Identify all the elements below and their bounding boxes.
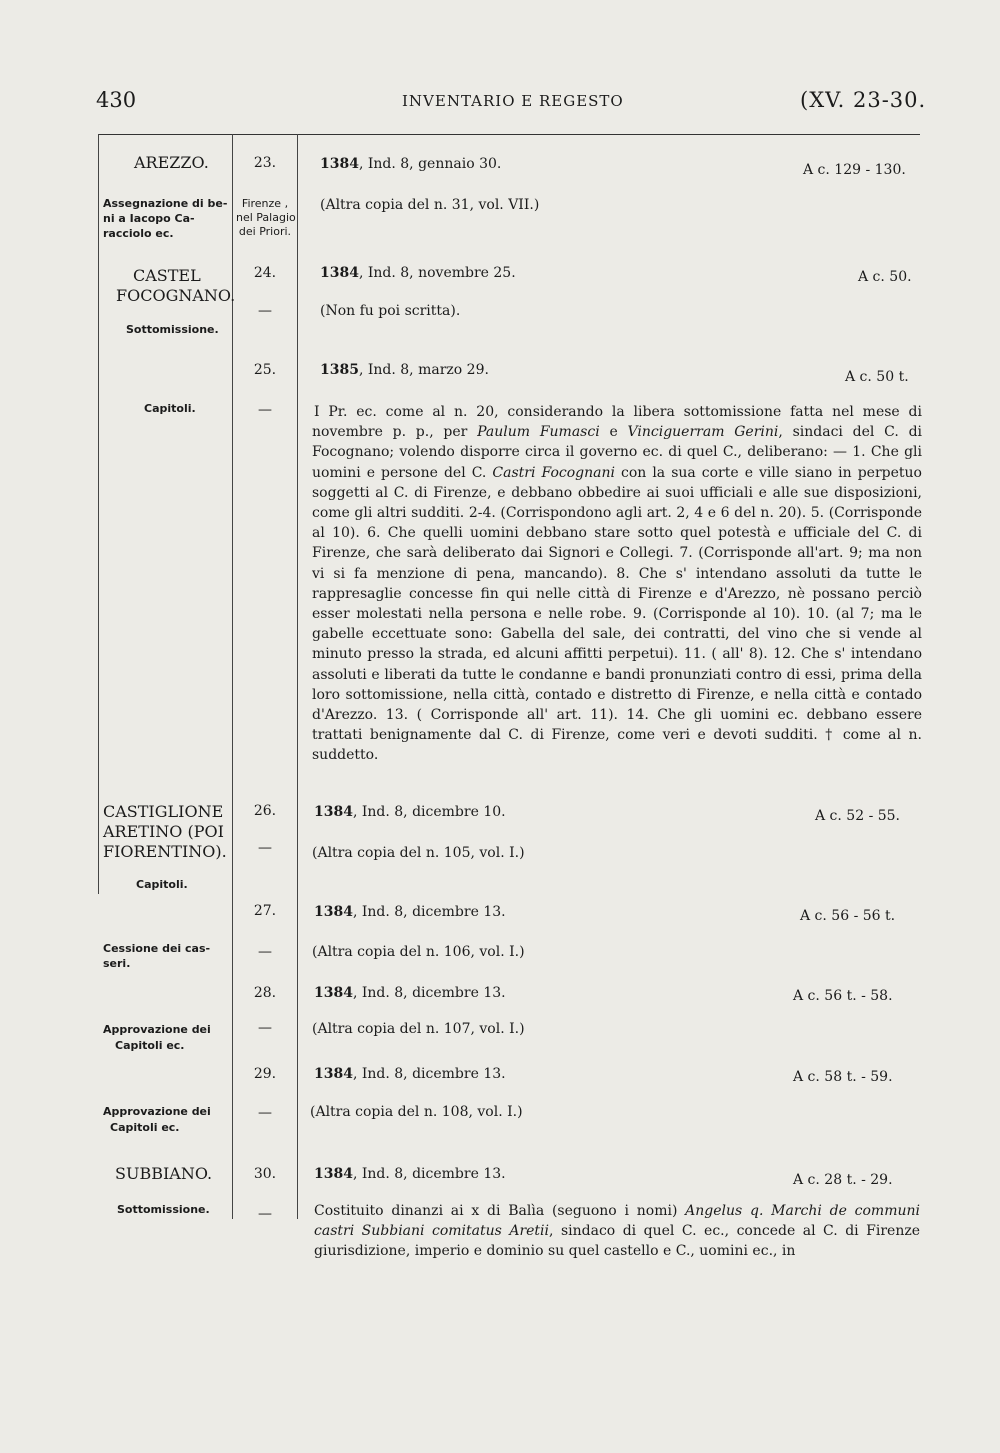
entry-note: (Altra copia del n. 105, vol. I.) [312,845,525,861]
entry-subject-line: seri. [103,957,131,970]
entry-place: SUBBIANO. [115,1164,213,1183]
entry-date [314,1066,506,1082]
entry-regest-text [314,1201,920,1262]
entry-date [314,1166,506,1182]
regest-text-run: Costituito dinanzi ai x di Balìa (seguono i nomi) [314,1203,686,1219]
entry-subject-line: ni a Iacopo Ca- [103,212,195,225]
entry-dash: — [258,303,272,319]
entry-dash: — [258,1020,272,1036]
entry-reference: A c. 50. [858,269,912,285]
entry-year: 1384 [314,804,353,820]
entry-year: 1384 [320,265,359,281]
regest-text-run: e [599,424,628,441]
entry-date-text: , Ind. 8, gennaio 30. [358,156,502,172]
entry-place: AREZZO. [134,153,209,172]
entry-dash: — [258,840,272,856]
entry-reference: A c. 56 - 56 t. [800,908,896,924]
entry-subject-line: Capitoli ec. [110,1121,180,1134]
entry-dash: — [258,944,272,960]
entry-reference: A c. 50 t. [845,369,909,385]
entry-date [314,804,506,820]
entry-date-text: , Ind. 8, dicembre 13. [352,1066,506,1082]
entry-number: 29. [253,1066,277,1082]
regest-italic-name: Castri Focognani [492,464,615,481]
entry-year: 1384 [314,985,353,1001]
column-divider-number [297,134,298,1219]
entry-subject-line: Cessione dei cas- [103,942,211,955]
entry-subject: Capitoli. [144,402,196,415]
entry-location-line: nel Palagio [236,211,296,224]
header-rule [98,134,920,135]
entry-place-line: FOCOGNANO. [116,286,236,305]
entry-date-text: , Ind. 8, novembre 25. [358,265,516,281]
column-divider-left [98,134,99,894]
entry-subject-line: Assegnazione di be- [103,197,228,210]
entry-subject: Capitoli. [136,878,188,891]
entry-note: (Altra copia del n. 107, vol. I.) [312,1021,525,1037]
entry-location-line: Firenze , [241,197,289,210]
entry-year: 1384 [314,1166,353,1182]
entry-subject-line: Approvazione dei [103,1105,211,1118]
entry-subject-line: Approvazione dei [103,1023,211,1036]
entry-date-text: , Ind. 8, marzo 29. [358,362,489,378]
entry-reference: A c. 52 - 55. [815,808,901,824]
entry-date-text: , Ind. 8, dicembre 10. [352,804,506,820]
entry-note: (Altra copia del n. 31, vol. VII.) [320,197,540,213]
entry-note: (Altra copia del n. 106, vol. I.) [312,944,525,960]
entry-place-line: CASTEL [133,266,201,285]
entry-subject: Sottomissione. [117,1203,210,1216]
entry-reference: A c. 58 t. - 59. [793,1069,893,1085]
page-header [0,88,1000,128]
entry-number: 23. [253,155,277,171]
entry-dash: — [258,402,272,418]
entry-number: 26. [253,803,277,819]
entry-dash: — [258,1206,272,1222]
entry-year: 1384 [314,1066,353,1082]
entry-subject-line: Capitoli ec. [115,1039,185,1052]
entry-number: 24. [253,265,277,281]
page-number: 430 [96,88,137,112]
entry-reference: A c. 129 - 130. [803,162,906,178]
section-range: (XV. 23-30. [800,88,927,112]
entry-place-line: FIORENTINO). [103,842,227,861]
entry-number: 25. [253,362,277,378]
entry-place-line: CASTIGLIONE [103,802,224,821]
entry-number: 30. [253,1166,277,1182]
entry-subject-line: racciolo ec. [103,227,174,240]
entry-number: 27. [253,903,277,919]
entry-date-text: , Ind. 8, dicembre 13. [352,1166,506,1182]
regest-text-run: I Pr. ec. come al n. 20, considerando la libera sottomissione fatta nel mese di novembre p. p., per [312,404,922,441]
entry-date [314,904,506,920]
entry-subject: Sottomissione. [126,323,219,336]
entry-place-line: ARETINO (POI [103,822,224,841]
running-title: INVENTARIO E REGESTO [402,92,624,110]
regest-italic-name: Paulum Fumasci [477,424,600,441]
entry-year: 1384 [320,156,359,172]
regest-text-run: , sindaco di quel C. ec., concede al C. di Firenze giurisdizione, imperio e dominio su quel castello e C., uomini ec., in [314,1223,921,1260]
entry-dash: — [258,1105,272,1121]
entry-year: 1384 [314,904,353,920]
entry-note: (Non fu poi scritta). [320,303,461,319]
regest-italic-name: Vinciguerram Gerini [627,424,779,441]
entry-date [314,985,506,1001]
entry-date-text: , Ind. 8, dicembre 13. [352,985,506,1001]
entry-number: 28. [253,985,277,1001]
entry-date [320,362,489,378]
entry-reference: A c. 28 t. - 29. [793,1172,893,1188]
entry-date [320,265,516,281]
regest-text-run: , sindaci del C. di Focognano; volendo disporre circa il governo ec. di quel C., deliberano: — 1. Che gli uomini e persone del C. [312,424,923,481]
entry-note: (Altra copia del n. 108, vol. I.) [310,1104,523,1120]
entry-location-line: dei Priori. [238,225,292,238]
entry-regest-text [312,402,922,766]
entry-year: 1385 [320,362,359,378]
entry-reference: A c. 56 t. - 58. [793,988,893,1004]
entry-date-text: , Ind. 8, dicembre 13. [352,904,506,920]
regest-text-run: con la sua corte e ville siano in perpetuo soggetti al C. di Firenze, e debbano obbedire ai suoi ufficiali e alle sue disposizioni, come gli altri sudditi. 2-4. (Corrispondono agli art. 2, 4 e 6 del n. 20). 5. (Corrisponde al 10). 6. Che quelli uomini debbano stare sotto quel potestà e ufficiale del C. di Firenze, che sarà deliberato dai Signori e Collegi. 7. (Corrisponde all'art. 9; ma non vi si fa menzione di pena, mancando). 8. Che s' intendano assoluti da tutte le rappresaglie concesse fin qui nelle città di Firenze e d'Arezzo, nè possano perciò esser molestati nella persona e nelle robe. 9. (Corrisponde al 10). 10. (al 7; ma le gabelle eccettuate sono: Gabella del sale, dei contratti, del vino che si vende al minuto presso la strada, ed alcuni affitti perpetui). 11. ( all' 8). 12. Che s' intendano assoluti e liberati da tutte le condanne e bandi pronunziati contro di essi, prima della loro sottomissione, nella città, contado e distretto di Firenze, e nella città e contado d'Arezzo. 13. ( Corrisponde all' art. 11). 14. Che gli uomini ec. debbano essere trattati benignamente dal C. di Firenze, come veri e devoti sudditi. † come al n. suddetto. [312,464,922,764]
regest-italic-name: Angelus q. Marchi de communi castri Subbiani comitatus Aretii [314,1203,920,1240]
entry-date [320,156,501,172]
